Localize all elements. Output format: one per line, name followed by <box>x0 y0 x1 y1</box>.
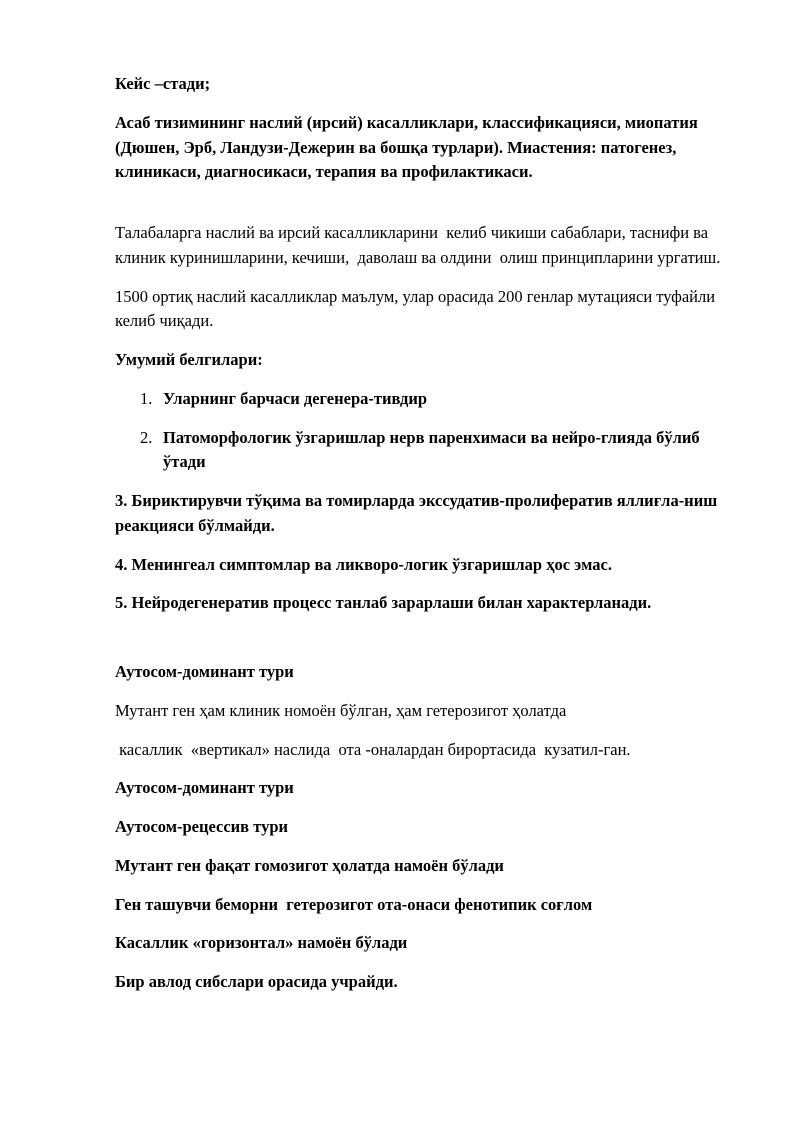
list-text: Патоморфологик ўзгаришлар нерв паренхимаси ва нейро-глияда бўлиб ўтади <box>163 427 704 472</box>
topic-heading: Асаб тизимининг наслий (ирсий) касалликлари, классификацияси, миопатия (Дюшен, Эрб, Ландузи-Дежерин ва бошқа турлари). Миастения: патогенез, клиникаси, диагносикаси, терапия ва профилактикаси. <box>115 112 702 182</box>
objective-paragraph: Талабаларга наслий ва ирсий касалликларини келиб чикиши сабаблари, таснифи ва клиник куринишларини, кечиши, даволаш ва олдини олиш принципларини ургатиш. <box>115 223 721 267</box>
list-number: 1. <box>140 388 153 408</box>
sign-5-paragraph: 5. Нейродегенератив процесс танлаб зарарлаши билан характерланади. <box>115 593 652 613</box>
autosomal-recessive-text-4: Бир авлод сибслари орасида учрайди. <box>115 972 398 991</box>
section-spacer <box>115 630 732 660</box>
list-number: 2. <box>140 427 153 447</box>
statistics-paragraph: 1500 ортиқ наслий касалликлар маълум, улар орасида 200 генлар мутацияси туфайли келиб чиқади. <box>115 286 720 331</box>
autosomal-dominant-heading-2: Аутосом-доминант тури <box>115 778 294 798</box>
sign-3-paragraph: 3. Бириктирувчи тўқима ва томирларда экссудатив-пролифератив яллиғла-ниш реакцияси бўлмайди. <box>115 491 722 535</box>
numbered-list-item-2 <box>115 426 732 476</box>
autosomal-dominant-heading-1: Аутосом-доминант тури <box>115 662 294 681</box>
autosomal-recessive-heading: Аутосом-рецессив тури <box>115 817 289 836</box>
case-study-title: Кейс –стади; <box>115 74 211 93</box>
list-text: Уларнинг барчаси дегенера-тивдир <box>163 388 428 408</box>
autosomal-dominant-text-1: Мутант ген ҳам клиник номоён бўлган, ҳам гетерозигот ҳолатда <box>115 700 567 720</box>
paragraph-spacer <box>115 199 732 221</box>
autosomal-recessive-text-3: Касаллик «горизонтал» намоён бўлади <box>115 933 408 953</box>
sign-4-paragraph: 4. Менингеал симптомлар ва ликворо-логик ўзгаришлар ҳос эмас. <box>115 554 612 574</box>
common-signs-heading: Умумий белгилари: <box>115 350 263 369</box>
autosomal-recessive-text-1: Мутант ген фақат гомозигот ҳолатда намоён бўлади <box>115 855 504 875</box>
autosomal-dominant-text-2: касаллик «вертикал» наслида ота -оналардан бирортасида кузатил-ган. <box>115 739 631 759</box>
numbered-list-item-1 <box>115 387 732 412</box>
autosomal-recessive-text-2: Ген ташувчи беморни гетерозигот ота-онаси фенотипик соғлом <box>115 894 593 914</box>
